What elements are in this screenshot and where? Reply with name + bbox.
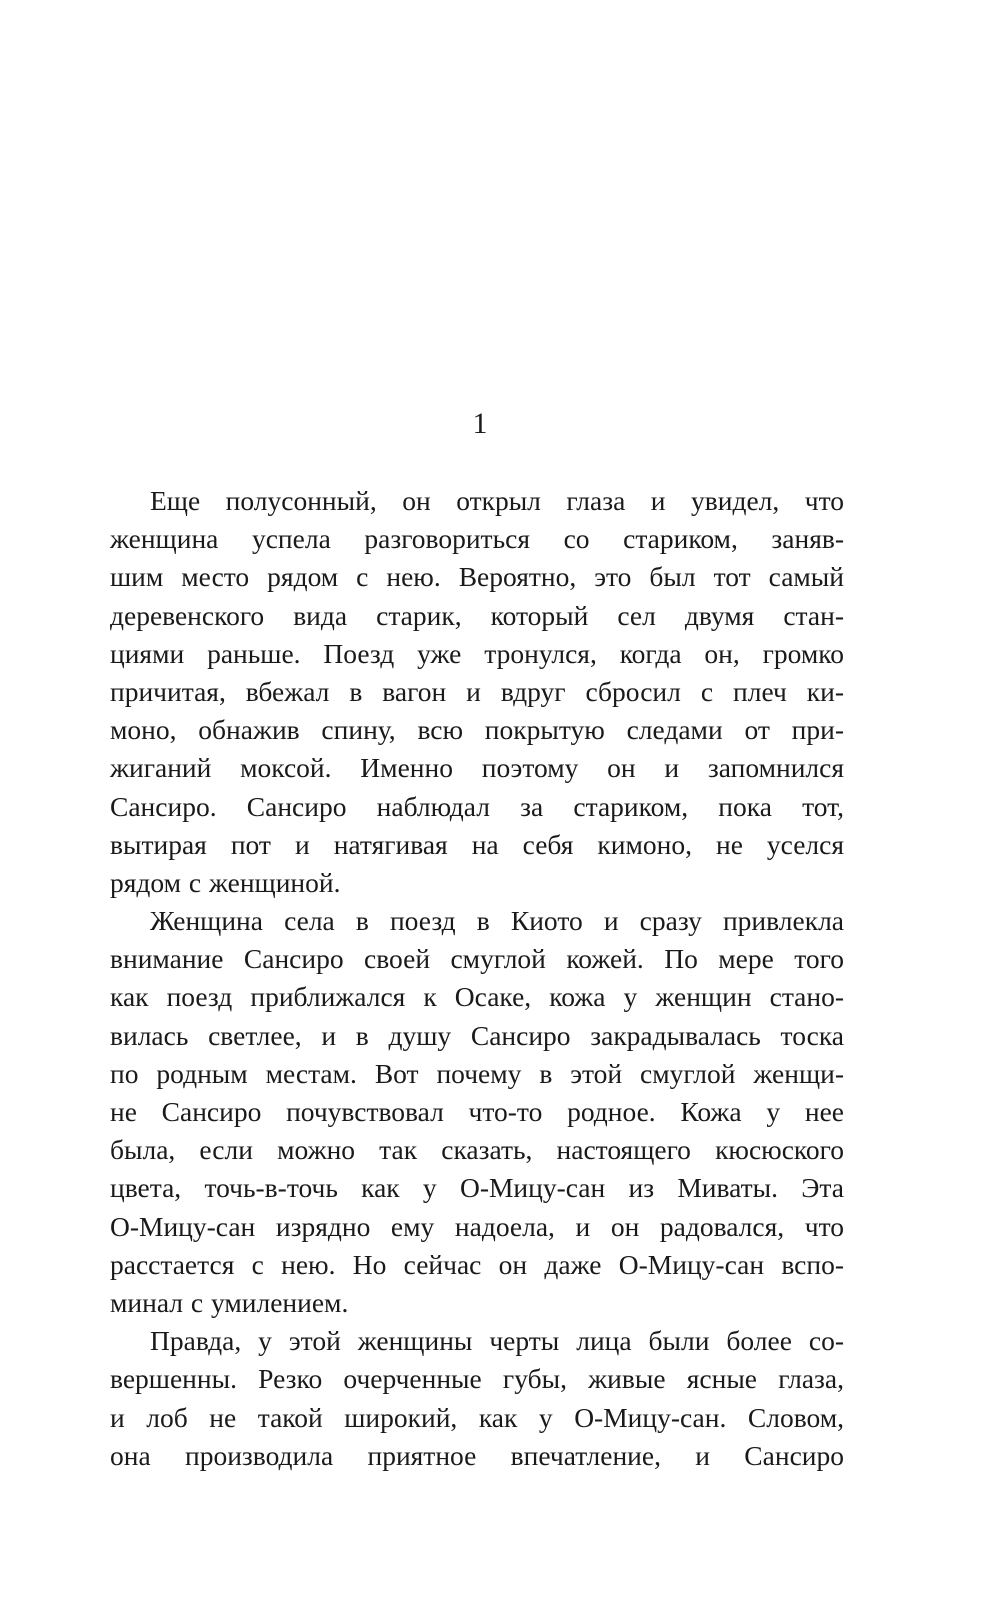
paragraph-2 (110, 902, 844, 1322)
text-line: шим место рядом с нею. Вероятно, это был тот самый (110, 561, 844, 593)
text-line: моно, обнажив спину, всю покрытую следами от при- (110, 714, 844, 746)
text-line: цвета, точь-в-точь как у О-Мицу-сан из Миваты. Эта (110, 1172, 844, 1204)
text-line: внимание Сансиро своей смуглой кожей. По мере того (110, 943, 844, 975)
text-line: не Сансиро почувствовал что-то родное. Кожа у нее (110, 1096, 844, 1127)
text-line: минал с умилением. (110, 1286, 349, 1318)
text-line: вершенны. Резко очерченные губы, живые ясные глаза, (110, 1363, 844, 1395)
text-line: Женщина села в поезд в Киото и сразу привлекла (150, 905, 844, 937)
body-text (110, 482, 844, 1475)
text-line: женщина успела разговориться со стариком, заняв- (110, 523, 844, 555)
text-line: по родным местам. Вот почему в этой смуглой женщи- (110, 1057, 844, 1089)
text-line: как поезд приближался к Осаке, кожа у женщин стано- (110, 981, 844, 1013)
text-line: деревенского вида старик, который сел двумя стан- (110, 599, 844, 631)
text-line: рядом с женщиной. (110, 866, 341, 898)
text-line: жиганий моксой. Именно поэтому он и запомнился (110, 752, 844, 784)
text-line: вилась светлее, и в душу Сансиро закрадывалась тоска (110, 1019, 844, 1051)
text-line: Правда, у этой женщины черты лица были более со- (150, 1325, 844, 1357)
paragraph-1 (110, 482, 844, 902)
text-line: О-Мицу-сан изрядно ему надоела, и он радовался, что (110, 1210, 844, 1242)
text-line: расстается с нею. Но сейчас он даже О-Мицу-сан вспо- (110, 1248, 844, 1280)
text-line: причитая, вбежал в вагон и вдруг сбросил с плеч ки- (110, 675, 844, 707)
text-line: вытирая пот и натягивая на себя кимоно, не уселся (110, 828, 844, 860)
text-line: Еще полусонный, он открыл глаза и увидел, что (150, 485, 844, 516)
text-line: она производила приятное впечатление, и Сансиро (110, 1439, 844, 1471)
text-line: Сансиро. Сансиро наблюдал за стариком, пока тот, (110, 790, 844, 822)
chapter-number: 1 (472, 407, 488, 440)
text-line: была, если можно так сказать, настоящего кюсюского (110, 1134, 844, 1166)
text-line: и лоб не такой широкий, как у О-Мицу-сан. Словом, (110, 1401, 844, 1433)
paragraph-3 (110, 1322, 844, 1475)
text-line: циями раньше. Поезд уже тронулся, когда он, громко (110, 637, 844, 669)
